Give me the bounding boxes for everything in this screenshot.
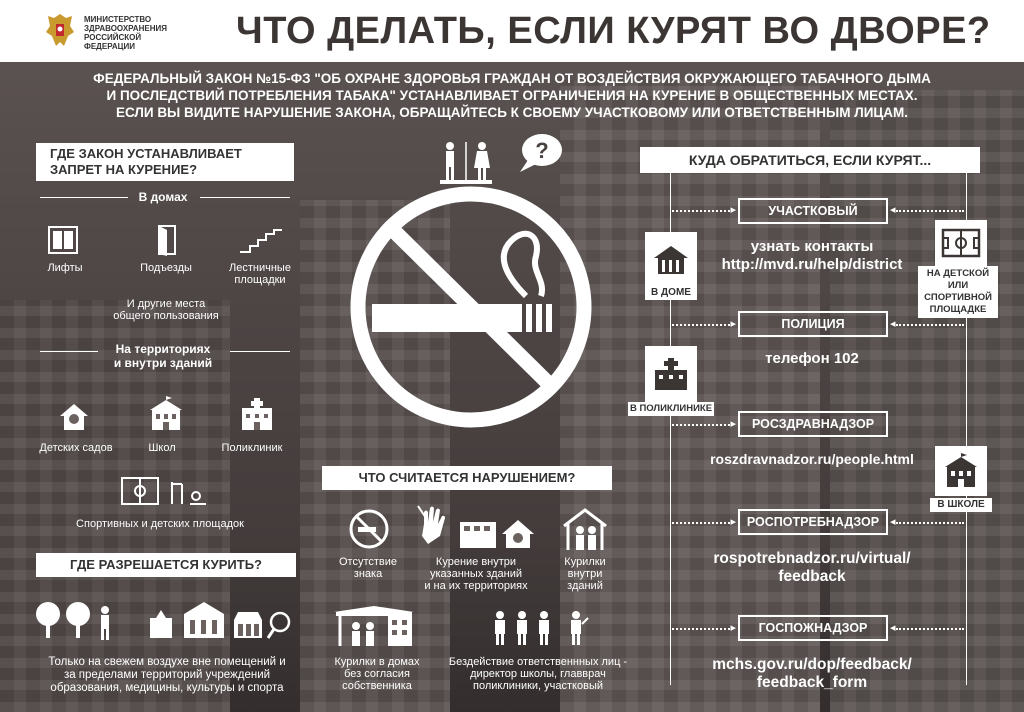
org-police: ПОЛИЦИЯ bbox=[738, 311, 888, 337]
allowed-text-line: за пределами территорий учреждений bbox=[63, 669, 271, 681]
page-title: ЧТО ДЕЛАТЬ, ЕСЛИ КУРЯТ ВО ДВОРЕ? bbox=[236, 10, 991, 52]
connector-arrow bbox=[896, 522, 964, 524]
contact-line[interactable]: roszdravnadzor.ru/people.html bbox=[710, 451, 914, 467]
door-icon bbox=[153, 224, 181, 256]
ministry-name bbox=[84, 15, 194, 51]
homes-item-label: Лифты bbox=[47, 262, 83, 274]
violation-item-line: без согласия bbox=[344, 668, 410, 680]
violation-heading: ЧТО СЧИТАЕТСЯ НАРУШЕНИЕМ? bbox=[322, 466, 612, 490]
place-playground bbox=[935, 220, 987, 266]
playground-icon bbox=[168, 478, 208, 506]
violation-item bbox=[408, 556, 544, 592]
emblem-icon bbox=[44, 10, 76, 50]
homes-heading: В домах bbox=[138, 190, 188, 204]
school-icon bbox=[146, 396, 186, 432]
org-roszdravnadzor: РОСЗДРАВНАДЗОР bbox=[738, 411, 888, 437]
clinic-icon bbox=[240, 396, 274, 432]
stairs-icon bbox=[238, 228, 284, 254]
officials-icon bbox=[490, 610, 590, 646]
homes-other-line: И другие места bbox=[126, 298, 206, 310]
header bbox=[0, 0, 1024, 62]
hand-cigarette-icon bbox=[416, 504, 452, 548]
contact-line: узнать контакты bbox=[750, 238, 874, 255]
divider bbox=[40, 351, 98, 352]
org-gospozhnadzor-info bbox=[690, 656, 934, 692]
divider bbox=[230, 351, 290, 352]
org-rospotrebnadzor: РОСПОТРЕБНАДЗОР bbox=[738, 509, 888, 535]
toilet-people-icon bbox=[436, 140, 496, 186]
violation-item-line: внутри bbox=[567, 568, 603, 580]
territory-item-label: Детских садов bbox=[39, 442, 113, 454]
violation-item bbox=[322, 656, 432, 692]
allowed-text-line: образования, медицины, культуры и спорта bbox=[50, 682, 284, 694]
ban-heading-line: ГДЕ ЗАКОН УСТАНАВЛИВАЕТ bbox=[50, 146, 242, 161]
allowed-heading: ГДЕ РАЗРЕШАЕТСЯ КУРИТЬ? bbox=[36, 553, 296, 577]
violation-item bbox=[440, 656, 636, 692]
football-field-icon bbox=[941, 228, 981, 258]
divider bbox=[40, 197, 128, 198]
place-home-label: В ДОМЕ bbox=[645, 286, 697, 300]
connector-arrow bbox=[672, 324, 730, 326]
violation-item bbox=[330, 556, 406, 580]
org-police-info bbox=[698, 350, 926, 368]
org-uchastkovy-info bbox=[698, 238, 926, 274]
connector-arrow bbox=[896, 210, 964, 212]
contact-line[interactable]: feedback_form bbox=[756, 674, 868, 691]
sports-label: Спортивных и детских площадок bbox=[76, 518, 244, 530]
divider bbox=[200, 197, 290, 198]
org-rospotrebnadzor-info bbox=[690, 550, 934, 586]
intro-text bbox=[20, 70, 1004, 121]
territory-heading bbox=[98, 342, 228, 370]
intro-line: ФЕДЕРАЛЬНЫЙ ЗАКОН №15-ФЗ "ОБ ОХРАНЕ ЗДОРОВЬЯ ГРАЖДАН ОТ ВОЗДЕЙСТВИЯ ОКРУЖАЮЩЕГО ТАБАЧНОГО ДЫМА bbox=[93, 71, 931, 86]
violation-item-line: Курилки bbox=[564, 556, 606, 568]
school-building-icon bbox=[941, 453, 981, 489]
place-playground-label: НА ДЕТСКОЙ ИЛИ СПОРТИВНОЙ ПЛОЩАДКЕ bbox=[918, 266, 998, 318]
trees-icon bbox=[34, 600, 98, 640]
no-sign-icon bbox=[348, 508, 390, 550]
place-clinic bbox=[645, 346, 697, 402]
violation-item-line: директор школы, главврач bbox=[470, 668, 606, 680]
territory-heading-line: На территориях bbox=[115, 342, 211, 356]
tennis-icon bbox=[232, 610, 294, 640]
connector-arrow bbox=[672, 210, 730, 212]
contact-line[interactable]: feedback bbox=[778, 568, 846, 585]
place-school bbox=[935, 446, 987, 496]
contact-line[interactable]: http://mvd.ru/help/district bbox=[721, 256, 903, 273]
violation-item-line: указанных зданий bbox=[429, 568, 523, 580]
homes-other-line: общего пользования bbox=[113, 310, 219, 322]
violation-item-line: Отсутствие bbox=[338, 556, 398, 568]
territory-item-label: Школ bbox=[148, 442, 176, 454]
intro-line: И ПОСЛЕДСТВИЙ ПОТРЕБЛЕНИЯ ТАБАКА" УСТАНАВЛИВАЕТ ОГРАНИЧЕНИЯ НА КУРЕНИЕ В ОБЩЕСТВЕННЫХ МЕСТАХ. bbox=[106, 88, 918, 103]
svg-text:?: ? bbox=[535, 138, 549, 163]
connector-arrow bbox=[896, 324, 964, 326]
intro-line: ЕСЛИ ВЫ ВИДИТЕ НАРУШЕНИЕ ЗАКОНА, ОБРАЩАЙТЕСЬ К СВОЕМУ УЧАСТКОВОМУ ИЛИ ОТВЕТСТВЕННЫМ ЛИЦАМ. bbox=[115, 105, 909, 120]
homes-item-label: Лестничные площадки bbox=[229, 262, 291, 286]
ban-heading bbox=[36, 143, 294, 181]
violation-item-line: поликлиники, участковый bbox=[472, 680, 604, 692]
ministry-line: ЗДРАВООХРАНЕНИЯ bbox=[84, 24, 167, 33]
ban-heading-line: ЗАПРЕТ НА КУРЕНИЕ? bbox=[50, 162, 198, 177]
violation-item-line: Курилки в домах bbox=[334, 656, 420, 668]
violation-item-line: Курение внутри bbox=[435, 556, 517, 568]
question-bubble-icon bbox=[514, 132, 564, 174]
place-clinic-label: В ПОЛИКЛИНИКЕ bbox=[629, 403, 713, 414]
allowed-text bbox=[22, 656, 312, 695]
violation-item bbox=[550, 556, 620, 592]
connector-arrow bbox=[672, 628, 730, 630]
smoking-house-icon bbox=[332, 604, 416, 648]
house-icon bbox=[652, 244, 690, 276]
violation-item-line: знака bbox=[353, 568, 383, 580]
elevator-icon bbox=[48, 226, 78, 254]
ministry-line: РОССИЙСКОЙ ФЕДЕРАЦИИ bbox=[84, 33, 142, 51]
homes-other bbox=[96, 298, 236, 322]
org-gospozhnadzor: ГОСПОЖНАДЗОР bbox=[738, 615, 888, 641]
connector-arrow bbox=[672, 522, 730, 524]
violation-item-line: и на их территориях bbox=[424, 580, 528, 592]
person-icon bbox=[98, 606, 112, 640]
museum-icon bbox=[148, 600, 228, 640]
allowed-text-line: Только на свежем воздухе вне помещений и bbox=[48, 656, 286, 668]
violation-item-line: собственника bbox=[342, 680, 412, 692]
territory-item-label: Поликлиник bbox=[221, 442, 283, 454]
territory-heading-line: и внутри зданий bbox=[113, 356, 213, 370]
org-uchastkovy: УЧАСТКОВЫЙ bbox=[738, 198, 888, 224]
no-smoking-icon bbox=[336, 186, 606, 428]
violation-item-line: зданий bbox=[567, 580, 603, 592]
violation-item-line: Бездействие ответственнных лиц - bbox=[448, 656, 628, 668]
smoking-building-icon bbox=[458, 516, 538, 550]
smoking-room-icon bbox=[560, 508, 610, 552]
homes-item-label: Подъезды bbox=[140, 262, 192, 274]
connector-arrow bbox=[896, 628, 964, 630]
place-home bbox=[645, 232, 697, 288]
sports-field-icon bbox=[120, 476, 160, 506]
org-roszdravnadzor-info bbox=[690, 450, 934, 468]
contacts-heading: КУДА ОБРАТИТЬСЯ, ЕСЛИ КУРЯТ... bbox=[640, 147, 980, 173]
contact-line: телефон 102 bbox=[765, 350, 859, 367]
connector-arrow bbox=[672, 424, 730, 426]
contact-line[interactable]: rospotrebnadzor.ru/virtual/ bbox=[713, 550, 911, 567]
hospital-icon bbox=[652, 356, 690, 392]
place-school-label: В ШКОЛЕ bbox=[930, 498, 992, 512]
kindergarten-icon bbox=[58, 402, 90, 432]
contact-line[interactable]: mchs.gov.ru/dop/feedback/ bbox=[712, 656, 912, 673]
ministry-line: МИНИСТЕРСТВО bbox=[84, 15, 152, 24]
